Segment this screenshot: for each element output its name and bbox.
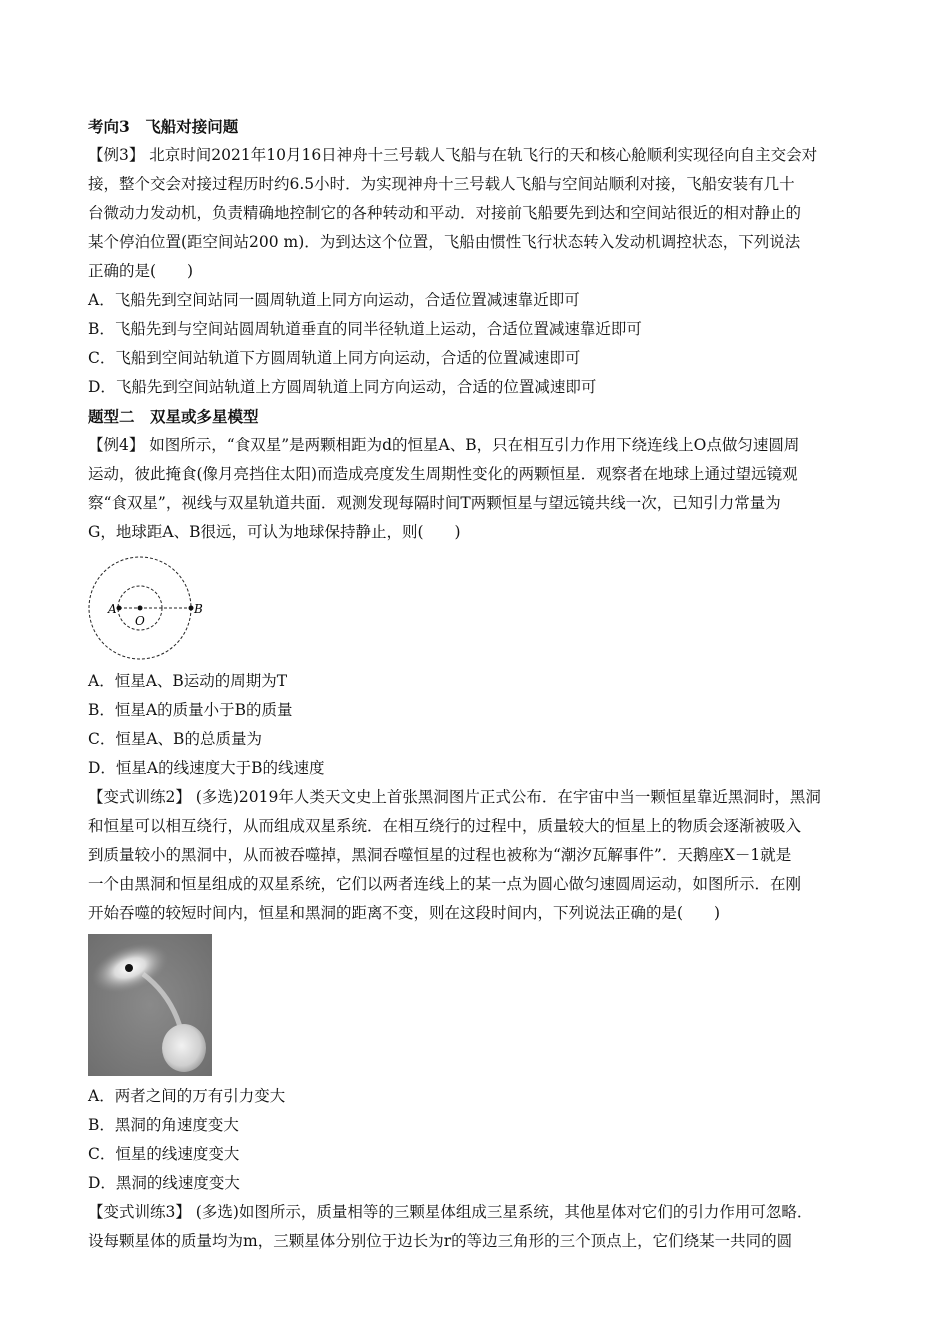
companion-star	[162, 1024, 206, 1072]
option-c: C．恒星的线速度变大	[88, 1145, 240, 1163]
star-b-point	[189, 606, 194, 611]
star-a-point	[117, 606, 122, 611]
black-hole-core	[125, 964, 133, 972]
variant-training-3	[88, 1198, 868, 1256]
question-line: 【例3】 北京时间2021年10月16日神舟十三号载人飞船与在轨飞行的天和核心舱顺利实现径向自主交会对	[88, 146, 818, 164]
example-4	[88, 431, 868, 783]
question-line: 运动，彼此掩食(像月亮挡住太阳)而造成亮度发生周期性变化的两颗恒星．观察者在地球上通过望远镜观	[88, 465, 798, 483]
binary-orbit-diagram	[88, 553, 218, 663]
document-page	[88, 112, 868, 1256]
label-o: O	[135, 614, 145, 628]
binary-star-figure	[88, 553, 868, 663]
option-b: B．飞船先到与空间站圆周轨道垂直的同半径轨道上运动，合适位置减速靠近即可	[88, 320, 642, 338]
question-line: 【变式训练3】 (多选)如图所示，质量相等的三颗星体组成三星系统，其他星体对它们的引力作用可忽略．	[88, 1203, 813, 1221]
question-line: 开始吞噬的较短时间内，恒星和黑洞的距离不变，则在这段时间内，下列说法正确的是( )	[88, 904, 721, 922]
black-hole-figure	[88, 934, 868, 1076]
center-o-point	[138, 606, 143, 611]
question-line: 和恒星可以相互绕行，从而组成双星系统．在相互绕行的过程中，质量较大的恒星上的物质会逐渐被吸入	[88, 817, 802, 835]
question-line: 一个由黑洞和恒星组成的双星系统，它们以两者连线上的某一点为圆心做匀速圆周运动，如图所示．在刚	[88, 875, 802, 893]
type-heading: 题型二 双星或多星模型	[88, 407, 259, 426]
option-d: D．黑洞的线速度变大	[88, 1174, 240, 1192]
question-line: 接，整个交会对接过程历时约6.5小时．为实现神舟十三号载人飞船与空间站顺利对接，飞船安装有几十	[88, 175, 795, 193]
variant-training-2	[88, 783, 868, 1198]
option-b: B．黑洞的角速度变大	[88, 1116, 239, 1134]
question-line: 正确的是( )	[88, 262, 194, 280]
question-line: 到质量较小的黑洞中，从而被吞噬掉，黑洞吞噬恒星的过程也被称为“潮汐瓦解事件”．天鹅座X－1就是	[88, 846, 792, 864]
label-b: B	[194, 602, 203, 616]
label-a: A	[108, 602, 117, 616]
option-c: C．飞船到空间站轨道下方圆周轨道上同方向运动，合适的位置减速即可	[88, 349, 581, 367]
question-line: G，地球距A、B很远，可认为地球保持静止，则( )	[88, 523, 461, 541]
section-heading: 考向3 飞船对接问题	[88, 117, 239, 136]
option-c: C．恒星A、B的总质量为	[88, 730, 262, 748]
question-line: 【例4】 如图所示，“食双星”是两颗相距为d的恒星A、B，只在相互引力作用下绕连线上O点做匀速圆周	[88, 436, 800, 454]
question-line: 【变式训练2】 (多选)2019年人类天文史上首张黑洞图片正式公布．在宇宙中当一颗恒星靠近黑洞时，黑洞	[88, 788, 821, 806]
option-a: A．两者之间的万有引力变大	[88, 1087, 286, 1105]
question-line: 察“食双星”，视线与双星轨道共面．观测发现每隔时间T两颗恒星与望远镜共线一次，已知引力常量为	[88, 494, 781, 512]
option-b: B．恒星A的质量小于B的质量	[88, 701, 293, 719]
option-a: A．恒星A、B运动的周期为T	[88, 672, 288, 690]
question-line: 某个停泊位置(距空间站200 m)．为到达这个位置，飞船由惯性飞行状态转入发动机调控状态，下列说法	[88, 233, 801, 251]
option-d: D．飞船先到空间站轨道上方圆周轨道上同方向运动，合适的位置减速即可	[88, 378, 597, 396]
question-line: 设每颗星体的质量均为m，三颗星体分别位于边长为r的等边三角形的三个顶点上，它们绕某一共同的圆	[88, 1232, 793, 1250]
example-3	[88, 141, 868, 402]
question-line: 台微动力发动机，负责精确地控制它的各种转动和平动．对接前飞船要先到达和空间站很近的相对静止的	[88, 204, 802, 222]
option-d: D．恒星A的线速度大于B的线速度	[88, 759, 325, 777]
black-hole-image	[88, 934, 212, 1076]
option-a: A．飞船先到空间站同一圆周轨道上同方向运动，合适位置减速靠近即可	[88, 291, 580, 309]
